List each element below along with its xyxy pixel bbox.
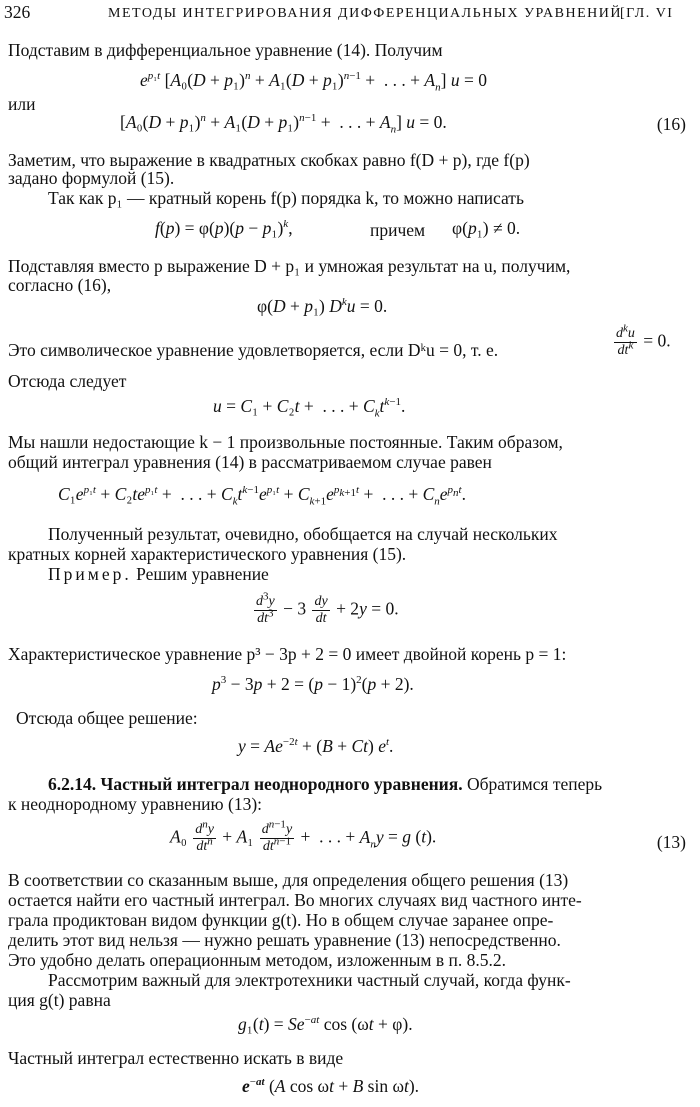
equation-number: (13) — [656, 832, 686, 852]
paragraph: общий интеграл уравнения (14) в рассматриваемом случае равен — [8, 452, 492, 472]
paragraph: Так как p₁ — кратный корень f(p) порядка k, то можно написать — [48, 188, 524, 208]
paragraph: Отсюда следует — [8, 371, 127, 391]
section-heading — [48, 776, 602, 794]
equation: $\frac{d^ku}{dt^k}$ = 0. — [616, 322, 671, 359]
example-heading — [48, 566, 269, 584]
paragraph: Рассмотрим важный для электротехники частный случай, когда функ- — [48, 970, 571, 990]
equation: $e^{p_1t}$ [$A_0(D + p_1)^n + A_1(D + p_1)^{n-1}$ + . . . + $A_n$] u = 0 — [140, 70, 487, 94]
paragraph: делить этот вид нельзя — нужно решать уравнение (13) непосредственно. — [8, 930, 561, 950]
equation: $g_1(t) = Se^{-at}$ cos (ωt + φ). — [238, 1014, 413, 1034]
conjunction: или — [8, 94, 36, 114]
equation: φ(p₁) ≠ 0. — [452, 218, 521, 238]
paragraph: задано формулой (15). — [8, 168, 175, 188]
running-title: МЕТОДЫ ИНТЕГРИРОВАНИЯ ДИФФЕРЕНЦИАЛЬНЫХ УРАВНЕНИЙ — [108, 6, 622, 21]
chapter-label: [ГЛ. VI — [620, 6, 674, 21]
paragraph: Подставляя вместо p выражение D + p₁ и умножая результат на u, получим, — [8, 256, 571, 276]
equation: $f(p) = \varphi(p)(p - p_1)^k$, — [155, 218, 293, 238]
example-label: Пример. — [48, 564, 132, 584]
section-text: Обратимся теперь — [466, 774, 603, 794]
paragraph: Мы нашли недостающие k − 1 произвольные постоянные. Таким образом, — [8, 432, 563, 452]
equation: $y = Ae^{-2t} + (B + Ct)$ $e^t$. — [238, 736, 394, 756]
equation: u = C₁ + C₂t + . . . + $C_kt^{k-1}$. — [213, 396, 406, 420]
paragraph: Полученный результат, очевидно, обобщается на случай нескольких — [48, 524, 558, 544]
equation-16: [$A_0(D + p_1)^n + A_1(D + p_1)^{n-1}$ + . . . + $A_n$] u = 0. — [120, 112, 447, 136]
page-number: 326 — [4, 2, 31, 22]
paragraph: грала продиктован видом функции g(t). Но в общем случае заранее опре- — [8, 910, 554, 930]
example-text: Решим уравнение — [136, 564, 269, 584]
paragraph: кратных корней характеристического уравнения (15). — [8, 544, 407, 564]
paragraph: к неоднородному уравнению (13): — [8, 794, 263, 814]
paragraph: ция g(t) равна — [8, 990, 111, 1010]
paragraph: Это удобно делать операционным методом, изложенным в п. 8.5.2. — [8, 950, 506, 970]
paragraph: Это символическое уравнение удовлетворяется, если Dᵏu = 0, т. е. — [8, 340, 499, 360]
equation-number: (16) — [656, 114, 686, 134]
equation: $\frac{d^3y}{dt^3}$ − 3 $\frac{dy}{dt}$ + 2y = 0. — [256, 590, 399, 627]
paragraph: Подставим в дифференциальное уравнение (14). Получим — [8, 40, 443, 60]
equation-13: A₀ $\frac{d^ny}{dt^n}$ + A₁ $\frac{d^{n-1}y}{dt^{n-1}}$ + . . . + $A_ny = g$ (t). — [170, 818, 437, 855]
paragraph: В соответствии со сказанным выше, для определения общего решения (13) — [8, 870, 569, 890]
equation: φ(D + p₁) $D^ku = 0$. — [257, 296, 388, 316]
paragraph: Частный интеграл естественно искать в виде — [8, 1048, 344, 1068]
paragraph: согласно (16), — [8, 275, 112, 295]
paragraph: Характеристическое уравнение p³ − 3p + 2 = 0 имеет двойной корень p = 1: — [8, 644, 567, 664]
paragraph: Заметим, что выражение в квадратных скобках равно f(D + p), где f(p) — [8, 150, 530, 170]
paragraph: Отсюда общее решение: — [16, 708, 198, 728]
equation: $p^3 - 3p + 2 = (p - 1)^2(p + 2)$. — [212, 674, 414, 694]
equation: $C_1e^{p_1t} + C_2te^{p_1t}$ + . . . + $C_kt^{k-1}e^{p_1t} + C_{k+1}e^{p_{k+1}t}$ + . . . + $C_ne^{p_nt}$. — [58, 484, 466, 508]
section-title: 6.2.14. Частный интеграл неоднородного уравнения. — [48, 774, 463, 794]
word: причем — [370, 220, 426, 240]
equation: $e^{-at}$ (A cos ωt + B sin ωt). — [242, 1076, 420, 1096]
paragraph: остается найти его частный интеграл. Во многих случаях вид частного инте- — [8, 890, 582, 910]
